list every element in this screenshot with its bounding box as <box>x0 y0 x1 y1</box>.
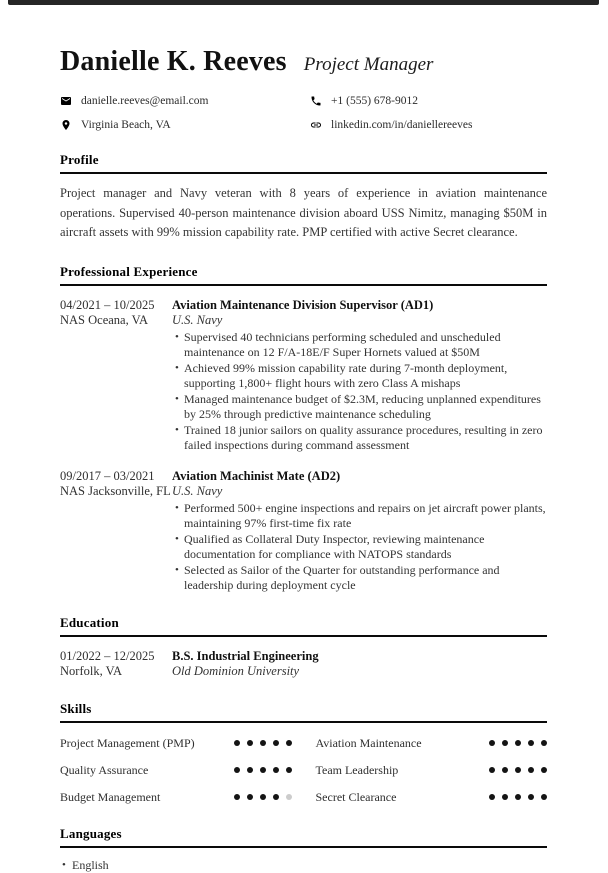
section-heading-languages: Languages <box>60 826 547 848</box>
section-profile <box>60 152 547 243</box>
header <box>60 46 547 78</box>
skill-item <box>316 790 548 805</box>
skill-item <box>316 763 548 778</box>
experience-detail <box>172 469 547 594</box>
language-item: • English <box>72 858 547 873</box>
link-icon <box>310 119 322 131</box>
skill-level-dots <box>227 740 292 746</box>
education-school: Old Dominion University <box>172 664 300 679</box>
section-heading-skills: Skills <box>60 701 547 723</box>
skill-label: Secret Clearance <box>315 789 397 804</box>
contact-linkedin <box>310 119 547 131</box>
contact-info <box>60 95 547 131</box>
experience-bullet: • Managed maintenance budget of $2.3M, reducing unplanned expenditures by 25% through predictive maintenance scheduling <box>184 392 547 423</box>
section-heading-profile: Profile <box>60 152 547 174</box>
skill-level-dots <box>227 767 292 773</box>
envelope-icon <box>60 95 72 107</box>
skill-label: Aviation Maintenance <box>315 735 422 750</box>
experience-meta <box>60 469 172 594</box>
experience-dates: 09/2017 – 03/2021 <box>60 468 155 483</box>
contact-email-text: danielle.reeves@email.com <box>81 95 209 108</box>
education-dates: 01/2022 – 12/2025 <box>60 648 155 663</box>
education-detail <box>172 649 547 680</box>
experience-location: NAS Oceana, VA <box>60 313 149 328</box>
experience-bullet: • Trained 18 junior sailors on quality assurance procedures, resulting in zero failed inspections during command assessment <box>184 423 547 454</box>
candidate-name: Danielle K. Reeves <box>60 46 287 77</box>
skill-label: Quality Assurance <box>60 762 149 777</box>
skill-level-dots <box>482 740 547 746</box>
experience-bullet: • Selected as Sailor of the Quarter for outstanding performance and leadership during deployment cycle <box>184 563 547 594</box>
skill-item <box>60 763 292 778</box>
skill-level-dots <box>482 794 547 800</box>
skill-level-dots <box>482 767 547 773</box>
skill-label: Budget Management <box>60 789 161 804</box>
page-top-bar <box>8 0 599 5</box>
profile-summary: Project manager and Navy veteran with 8 years of experience in aviation maintenance operations. Supervised 40-person maintenance division aboard USS Nimitz, managing $50M in aircraft assets with 99% mission capability rate. PMP certified with active Secret clearance. <box>60 186 547 240</box>
experience-entry <box>60 298 547 454</box>
education-meta <box>60 649 172 680</box>
section-heading-experience: Professional Experience <box>60 264 547 286</box>
contact-email <box>60 95 310 107</box>
experience-bullet: • Achieved 99% mission capability rate during 7-month deployment, supporting 1,800+ flight hours with zero Class A mishaps <box>184 361 547 392</box>
experience-bullet: • Supervised 40 technicians performing scheduled and unscheduled maintenance on 12 F/A-18E/F Super Hornets valued at $50M <box>184 330 547 361</box>
section-languages <box>60 826 547 873</box>
education-degree: B.S. Industrial Engineering <box>172 648 319 663</box>
experience-bullet: • Qualified as Collateral Duty Inspector, reviewing maintenance documentation for compliance with NATOPS standards <box>184 532 547 563</box>
skill-label: Project Management (PMP) <box>60 735 195 750</box>
skill-item <box>316 736 548 751</box>
skills-grid <box>60 736 547 805</box>
experience-location: NAS Jacksonville, FL <box>60 484 171 499</box>
contact-location-text: Virginia Beach, VA <box>81 119 171 132</box>
experience-organization: U.S. Navy <box>172 484 223 499</box>
experience-meta <box>60 298 172 454</box>
experience-dates: 04/2021 – 10/2025 <box>60 297 155 312</box>
section-skills <box>60 701 547 805</box>
skill-label: Team Leadership <box>315 762 399 777</box>
experience-detail <box>172 298 547 454</box>
section-heading-education: Education <box>60 615 547 637</box>
contact-phone-text: +1 (555) 678-9012 <box>331 95 418 108</box>
experience-bullet-list <box>172 330 547 454</box>
contact-location <box>60 119 310 131</box>
experience-title: Aviation Maintenance Division Supervisor (AD1) <box>172 297 434 312</box>
experience-bullet-list <box>172 501 547 594</box>
experience-title: Aviation Machinist Mate (AD2) <box>172 468 341 483</box>
contact-linkedin-text: linkedin.com/in/daniellereeves <box>331 119 473 132</box>
education-location: Norfolk, VA <box>60 664 123 679</box>
languages-list <box>60 858 547 873</box>
skill-level-dots <box>227 794 292 800</box>
experience-entry <box>60 469 547 594</box>
section-experience <box>60 264 547 594</box>
skill-item <box>60 736 292 751</box>
education-entry <box>60 649 547 680</box>
candidate-job-title: Project Manager <box>303 54 434 75</box>
contact-phone <box>310 95 547 107</box>
skill-item <box>60 790 292 805</box>
experience-bullet: • Performed 500+ engine inspections and repairs on jet aircraft power plants, maintaining 97% first-time fix rate <box>184 501 547 532</box>
phone-icon <box>310 95 322 107</box>
experience-organization: U.S. Navy <box>172 313 223 328</box>
map-pin-icon <box>60 119 72 131</box>
section-education <box>60 615 547 680</box>
